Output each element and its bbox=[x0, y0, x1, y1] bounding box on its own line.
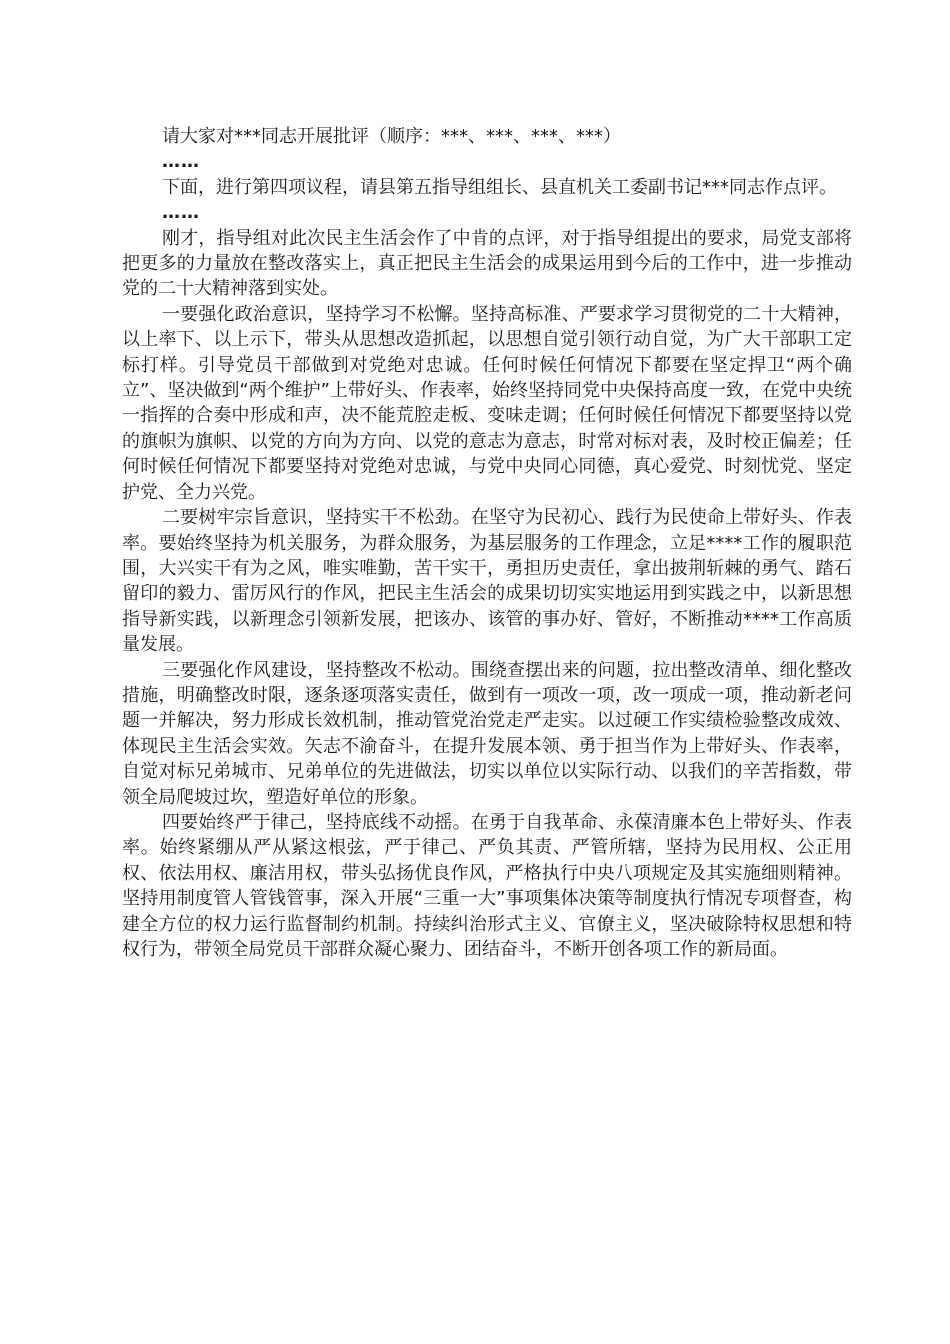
document-body bbox=[122, 124, 852, 962]
paragraph-point-three: 三要强化作风建设，坚持整改不松动。围绕查摆出来的问题，拉出整改清单、细化整改措施，明确整改时限，逐条逐项落实责任，做到有一项改一项，改一项成一项，推动新老问题一并解决，努力形成长效机制，推动管党治党走严走实。以过硬工作实绩检验整改成效、体现民主生活会实效。矢志不渝奋斗，在提升发展本领、勇于担当作为上带好头、作表率，自觉对标兄弟城市、兄弟单位的先进做法，切实以单位以实际行动、以我们的辛苦指数，带领全局爬坡过坎，塑造好单位的形象。 bbox=[122, 659, 852, 808]
paragraph-criticism-order: 请大家对***同志开展批评（顺序：***、***、***、***） bbox=[162, 126, 621, 147]
paragraph-point-four: 四要始终严于律己，坚持底线不动摇。在勇于自我革命、永葆清廉本色上带好头、作表率。始终紧绷从严从紧这根弦，严于律己、严负其责、严管所辖，坚持为民用权、公正用权、依法用权、廉洁用权，带头弘扬优良作风，严格执行中央八项规定及其实施细则精神。坚持用制度管人管钱管事，深入开展“三重一大”事项集体决策等制度执行情况专项督查，构建全方位的权力运行监督制约机制。持续纠治形式主义、官僚主义，坚决破除特权思想和特权行为，带领全局党员干部群众凝心聚力、团结奋斗，不断开创各项工作的新局面。 bbox=[122, 811, 852, 960]
paragraph-agenda-item-four: 下面，进行第四项议程，请县第五指导组组长、县直机关工委副书记***同志作点评。 bbox=[162, 176, 837, 198]
paragraph-ellipsis: …… bbox=[162, 202, 200, 224]
paragraph-ellipsis: …… bbox=[162, 151, 200, 173]
paragraph-point-two: 二要树牢宗旨意识，坚持实干不松劲。在坚守为民初心、践行为民使命上带好头、作表率。要始终坚持为机关服务，为群众服务，为基层服务的工作理念，立足****工作的履职范围，大兴实干有为之风，唯实唯勤，苦干实干，勇担历史责任，拿出披荆斩棘的勇气、踏石留印的毅力、雷厉风行的作风，把民主生活会的成果切切实实地运用到实践之中，以新思想指导新实践，以新理念引领新发展，把该办、该管的事办好、管好，不断推动****工作高质量发展。 bbox=[122, 507, 852, 656]
paragraph-point-one: 一要强化政治意识，坚持学习不松懈。坚持高标准、严要求学习贯彻党的二十大精神，以上率下、以上示下，带头从思想改造抓起，以思想自觉引领行动自觉，为广大干部职工定标打样。引导党员干部做到对党绝对忠诚。任何时候任何情况下都要在坚定捍卫“两个确立”、坚决做到“两个维护”上带好头、作表率，始终坚持同党中央保持高度一致，在党中央统一指挥的合奏中形成和声，决不能荒腔走板、变味走调；任何时候任何情况下都要坚持以党的旗帜为旗帜、以党的方向为方向、以党的意志为意志，时常对标对表，及时校正偏差；任何时候任何情况下都要坚持对党绝对忠诚，与党中央同心同德，真心爱党、时刻忧党、坚定护党、全力兴党。 bbox=[122, 303, 852, 503]
paragraph-response-intro: 刚才，指导组对此次民主生活会作了中肯的点评，对于指导组提出的要求，局党支部将把更多的力量放在整改落实上，真正把民主生活会的成果运用到今后的工作中，进一步推动党的二十大精神落到实处。 bbox=[122, 227, 852, 300]
